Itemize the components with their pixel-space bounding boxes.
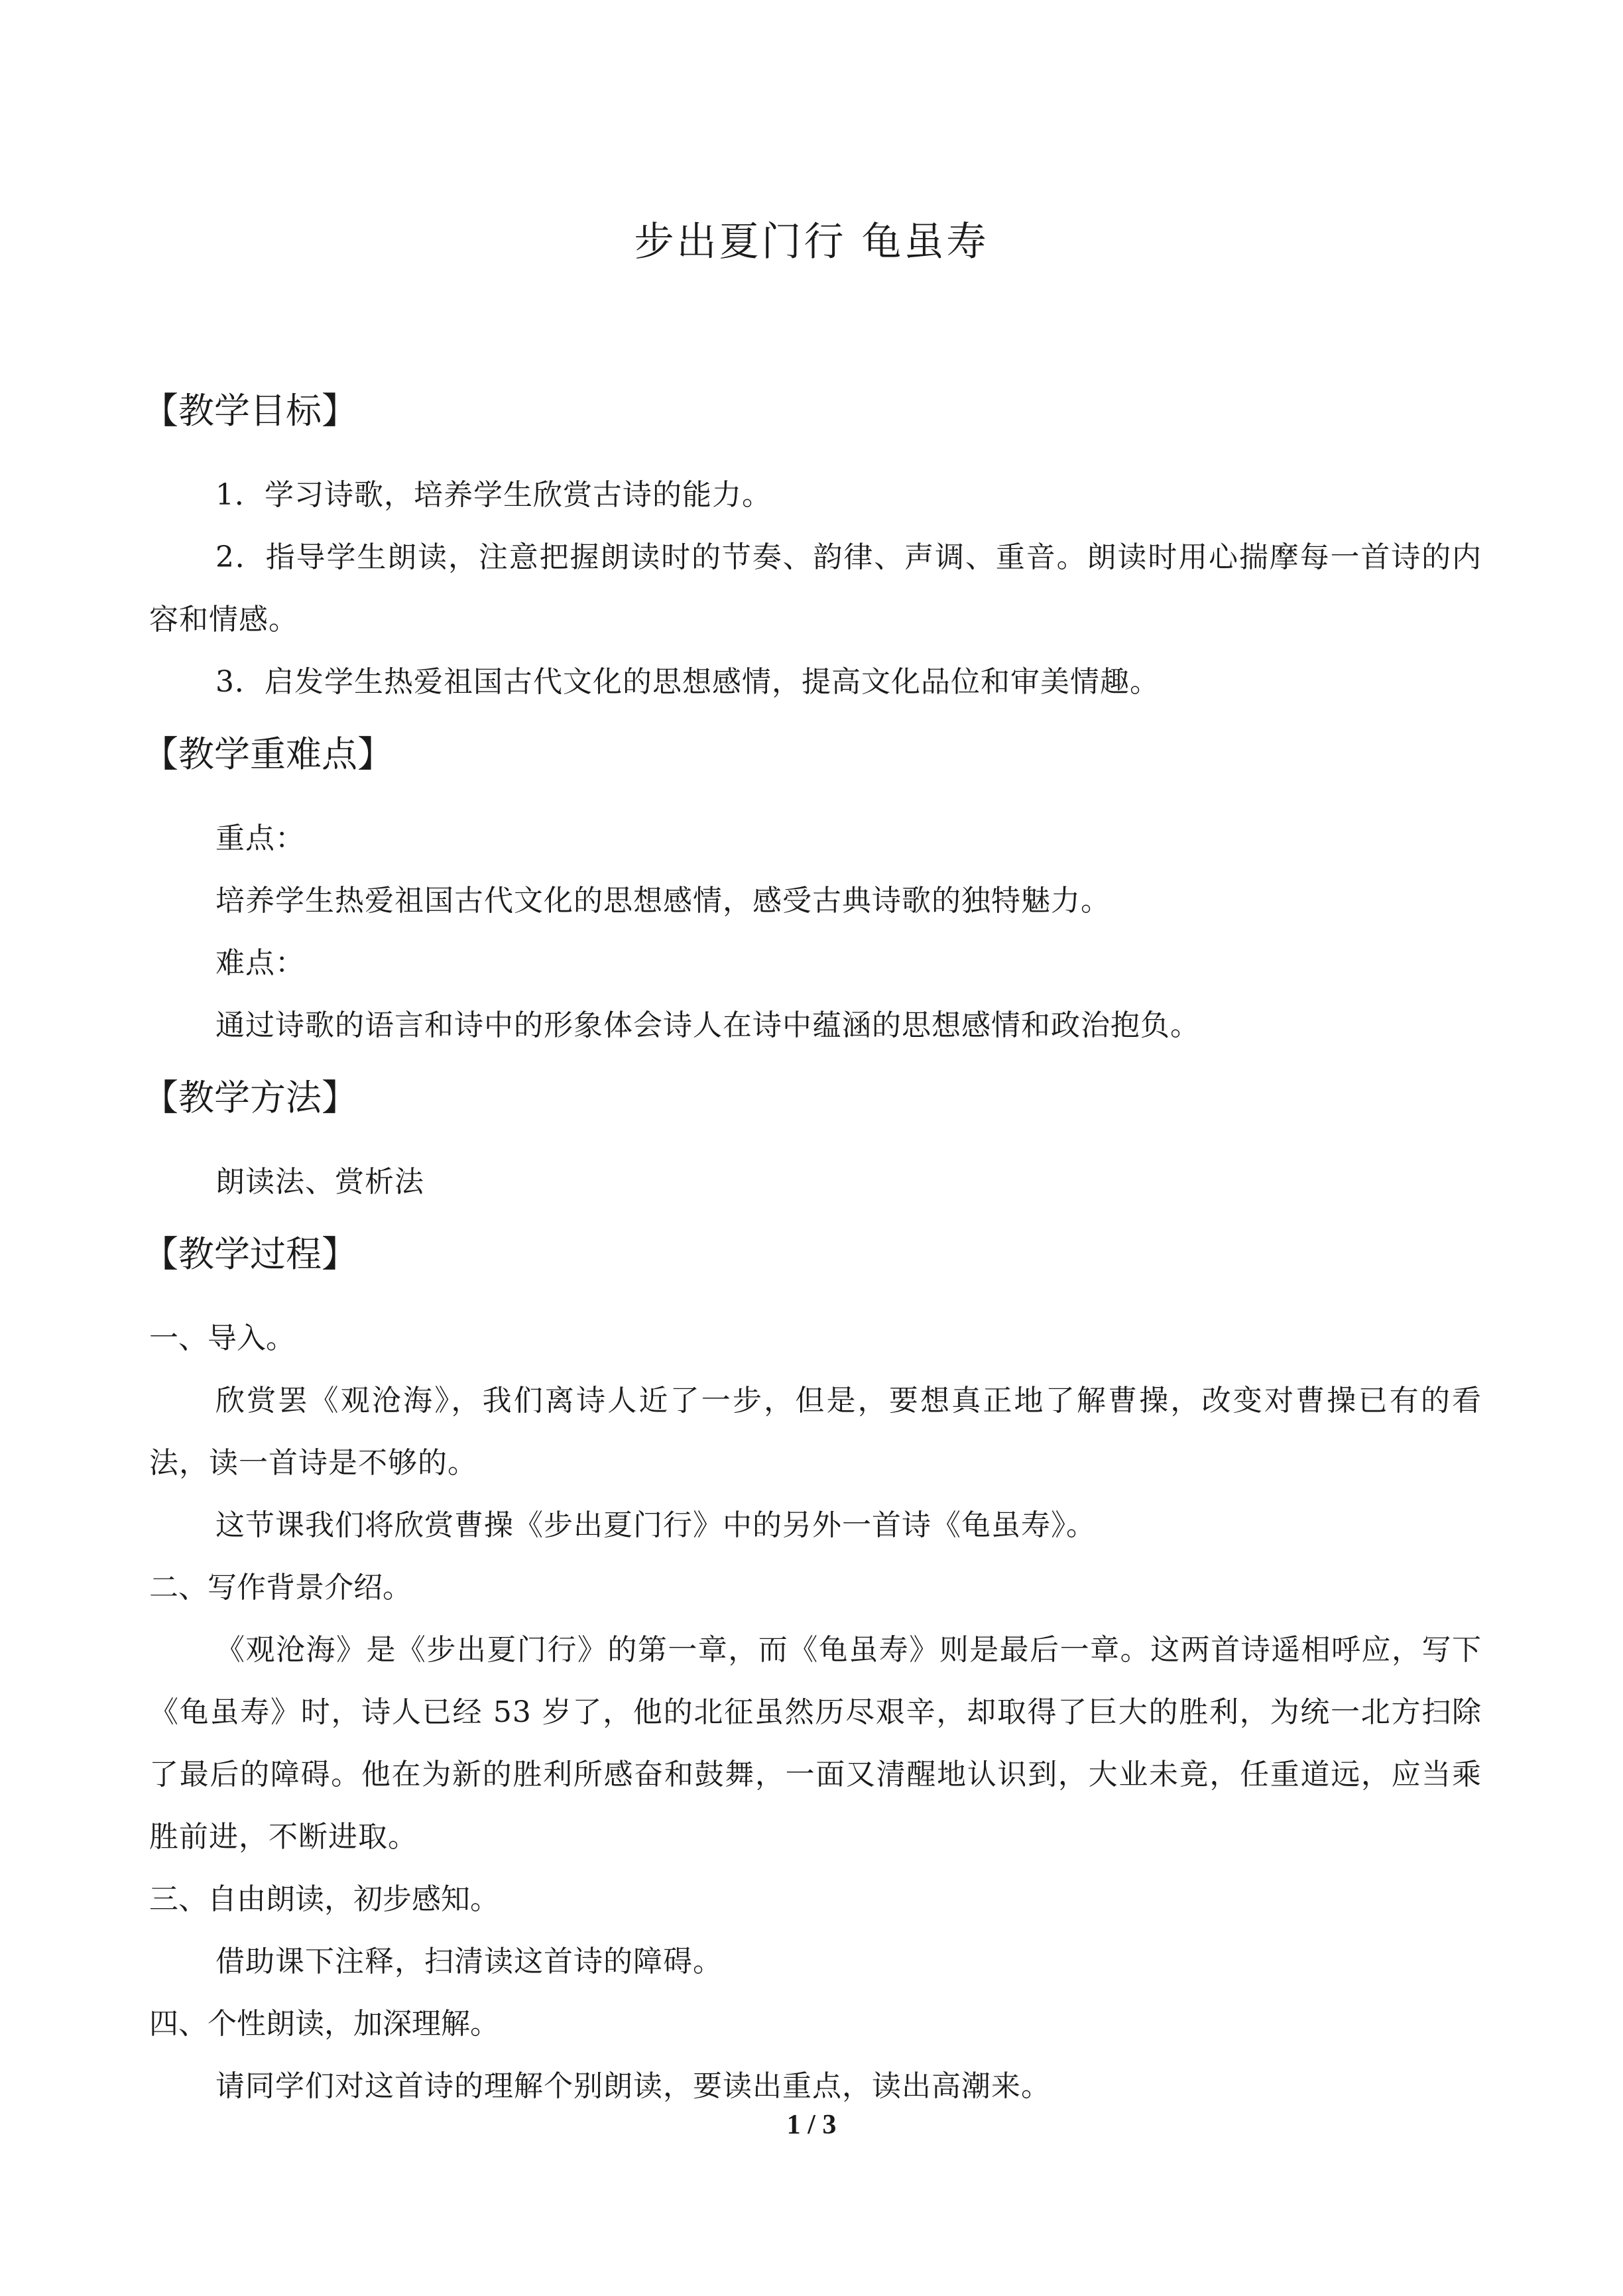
process-step-4-title: 四、个性朗读，加深理解。 xyxy=(149,2007,499,2041)
section-heading-process: 【教学过程】 xyxy=(143,1233,357,1275)
focus-text: 培养学生热爱祖国古代文化的思想感情，感受古典诗歌的独特魅力。 xyxy=(215,884,1111,918)
process-step-4-paragraph-1: 请同学们对这首诗的理解个别朗读，要读出重点，读出高潮来。 xyxy=(215,2069,1051,2103)
process-step-3-title: 三、自由朗读，初步感知。 xyxy=(149,1882,499,1916)
process-step-2-paragraph-1: 《观沧海》是《步出夏门行》的第一章，而《龟虽寿》则是最后一章。这两首诗遥相呼应，写下《龟虽寿》时，诗人已经 53 岁了，他的北征虽然历尽艰辛，却取得了巨大的胜利，为统一北方扫除了最后的障碍。他在为新的胜利所感奋和鼓舞，一面又清醒地认识到，大业未竟，任重道远，应当乘胜前进，不断进取。 xyxy=(149,1633,1482,1854)
goal-item-1: 1．学习诗歌，培养学生欣赏古诗的能力。 xyxy=(215,478,772,512)
section-heading-keypoints: 【教学重难点】 xyxy=(143,733,393,775)
document-body xyxy=(143,385,1482,2118)
focus-label: 重点： xyxy=(215,821,305,855)
goal-item-3: 3．启发学生热爱祖国古代文化的思想感情，提高文化品位和审美情趣。 xyxy=(215,665,1160,699)
methods-text: 朗读法、赏析法 xyxy=(215,1165,424,1199)
goal-item-2: 2．指导学生朗读，注意把握朗读时的节奏、韵律、声调、重音。朗读时用心揣摩每一首诗的内容和情感。 xyxy=(149,540,1482,636)
section-heading-methods: 【教学方法】 xyxy=(143,1077,357,1118)
process-step-2-title: 二、写作背景介绍。 xyxy=(149,1571,412,1604)
process-step-1-paragraph-1: 欣赏罢《观沧海》，我们离诗人近了一步，但是，要想真正地了解曹操，改变对曹操已有的看法，读一首诗是不够的。 xyxy=(149,1384,1482,1480)
difficulty-label: 难点： xyxy=(215,946,305,980)
process-step-1-title: 一、导入。 xyxy=(149,1321,295,1355)
difficulty-text: 通过诗歌的语言和诗中的形象体会诗人在诗中蕴涵的思想感情和政治抱负。 xyxy=(215,1008,1200,1042)
page-indicator: 1 / 3 xyxy=(786,2110,837,2140)
process-step-1-paragraph-2: 这节课我们将欣赏曹操《步出夏门行》中的另外一首诗《龟虽寿》。 xyxy=(215,1508,1096,1542)
document-title: 步出夏门行 龟虽寿 xyxy=(634,219,989,265)
section-heading-goals: 【教学目标】 xyxy=(143,390,357,432)
process-step-3-paragraph-1: 借助课下注释，扫清读这首诗的障碍。 xyxy=(215,1945,723,1978)
